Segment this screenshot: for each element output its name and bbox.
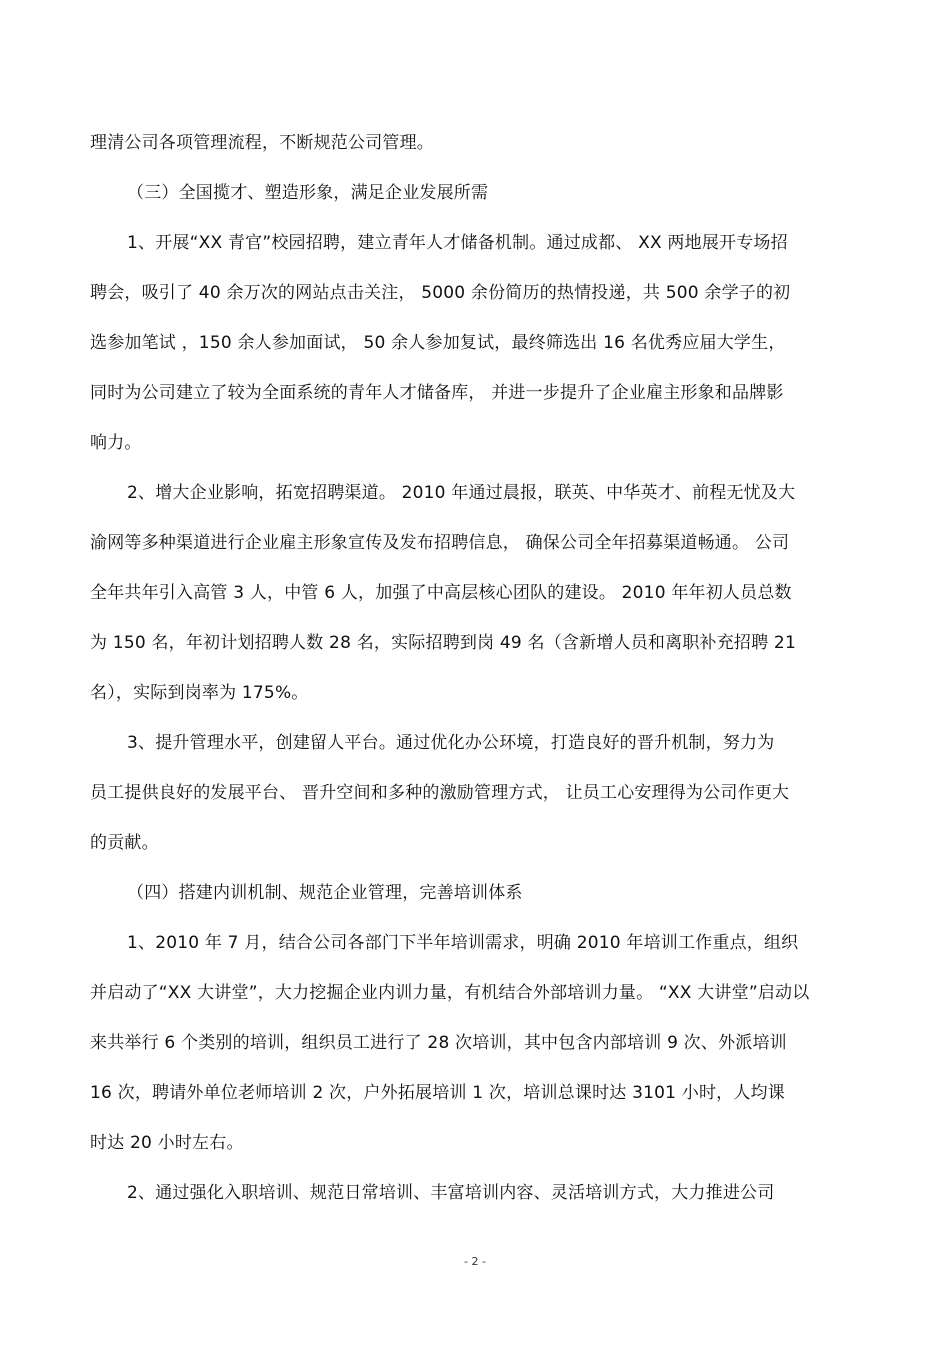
page-number: - 2 - (464, 1255, 486, 1268)
paragraph-line: 3、提升管理水平，创建留人平台。通过优化办公环境，打造良好的晋升机制，努力为 (127, 733, 775, 753)
paragraph-line: 员工提供良好的发展平台、 晋升空间和多种的激励管理方式， 让员工心安理得为公司作更大 (90, 783, 790, 803)
paragraph-line: 并启动了“XX 大讲堂”，大力挖掘企业内训力量，有机结合外部培训力量。 “XX 大讲堂”启动以 (90, 983, 810, 1003)
paragraph-line: 聘会，吸引了 40 余万次的网站点击关注， 5000 余份简历的热情投递，共 500 余学子的初 (90, 283, 791, 303)
paragraph-line: 2、通过强化入职培训、规范日常培训、丰富培训内容、灵活培训方式，大力推进公司 (127, 1183, 775, 1203)
paragraph-line: 为 150 名，年初计划招聘人数 28 名，实际招聘到岗 49 名（含新增人员和离职补充招聘 21 (90, 633, 796, 653)
paragraph-line: 选参加笔试 ，150 余人参加面试， 50 余人参加复试，最终筛选出 16 名优秀应届大学生， (90, 333, 786, 353)
paragraph-line: 1、2010 年 7 月，结合公司各部门下半年培训需求，明确 2010 年培训工作重点，组织 (127, 933, 799, 953)
paragraph-line: 1、开展“XX 青官”校园招聘，建立青年人才储备机制。通过成都、 XX 两地展开专场招 (127, 233, 788, 253)
section-heading: （三）全国揽才、塑造形象，满足企业发展所需 (127, 183, 489, 203)
paragraph-line: 全年共年引入高管 3 人，中管 6 人，加强了中高层核心团队的建设。 2010 年年初人员总数 (90, 583, 792, 603)
paragraph-line: 时达 20 小时左右。 (90, 1133, 244, 1153)
paragraph-line: 同时为公司建立了较为全面系统的青年人才储备库， 并进一步提升了企业雇主形象和品牌影 (90, 383, 784, 403)
paragraph-line: 理清公司各项管理流程，不断规范公司管理。 (90, 133, 434, 153)
paragraph-line: 名），实际到岗率为 175%。 (90, 683, 309, 703)
paragraph-line: 2、增大企业影响，拓宽招聘渠道。 2010 年通过晨报，联英、中华英才、前程无忧及大 (127, 483, 796, 503)
section-heading: （四）搭建内训机制、规范企业管理，完善培训体系 (127, 883, 523, 903)
paragraph-line: 来共举行 6 个类别的培训，组织员工进行了 28 次培训，其中包含内部培训 9 次、外派培训 (90, 1033, 787, 1053)
paragraph-line: 渝网等多种渠道进行企业雇主形象宣传及发布招聘信息， 确保公司全年招募渠道畅通。 公司 (90, 533, 790, 553)
paragraph-line: 的贡献。 (90, 833, 159, 853)
paragraph-line: 响力。 (90, 433, 142, 453)
paragraph-line: 16 次，聘请外单位老师培训 2 次，户外拓展培训 1 次，培训总课时达 3101 小时，人均课 (90, 1083, 785, 1103)
